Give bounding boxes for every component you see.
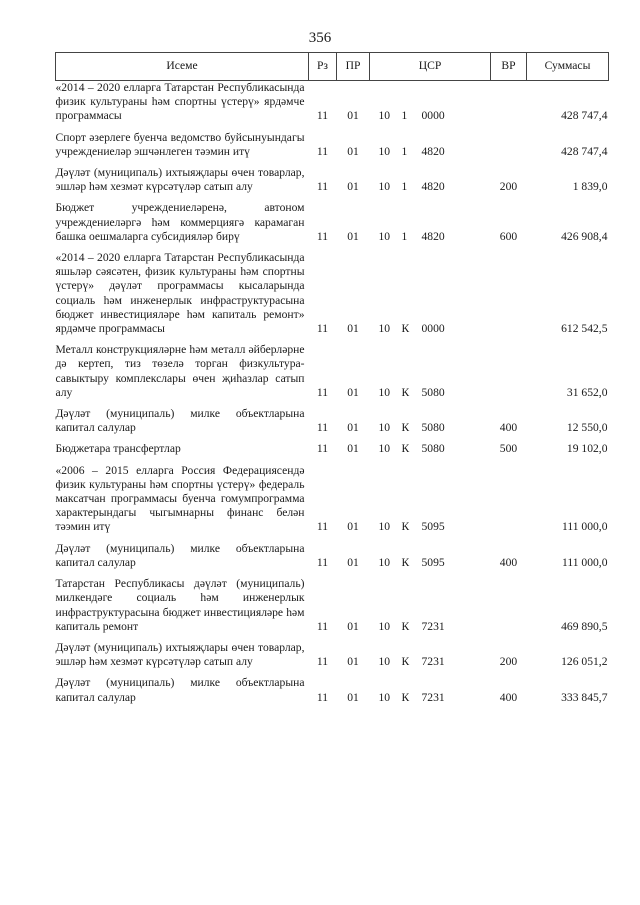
csr-subprogram: 1	[401, 180, 408, 194]
row-vr: 600	[499, 229, 518, 243]
csr-code: 5080	[421, 442, 445, 456]
row-pr: 01	[347, 322, 359, 336]
row-csr	[370, 676, 491, 711]
row-name: «2014 – 2020 елларга Татарстан Республикасында физик культураны һәм спортны үстерү» ярдәмче программасы	[55, 81, 305, 123]
row-sum: 428 747,4	[561, 144, 608, 158]
table-row	[56, 641, 609, 676]
header-name: Исеме	[56, 53, 309, 81]
csr-program: 10	[378, 229, 391, 243]
row-sum: 19 102,0	[566, 442, 608, 456]
row-sum: 12 550,0	[566, 421, 608, 435]
csr-program: 10	[378, 520, 391, 534]
row-csr	[370, 641, 491, 676]
table-row	[56, 464, 609, 542]
row-vr: 200	[499, 655, 518, 669]
row-rz: 11	[316, 690, 329, 704]
row-rz: 11	[316, 109, 329, 123]
row-vr	[491, 81, 527, 131]
csr-code: 0000	[421, 322, 445, 336]
row-rz: 11	[316, 619, 329, 633]
row-sum: 469 890,5	[561, 619, 608, 633]
row-pr: 01	[347, 619, 359, 633]
row-vr: 400	[499, 421, 518, 435]
csr-subprogram: К	[401, 655, 410, 669]
row-sum: 426 908,4	[561, 229, 608, 243]
csr-program: 10	[378, 421, 391, 435]
row-name: Дәүләт (муниципаль) милке объектларына капитал салулар	[55, 407, 305, 435]
header-csr: ЦСР	[370, 53, 491, 81]
row-name: Бюджет учреждениеләренә, автоном учреждениеләргә һәм коммерциягә карамаган башка оешмаларга субсидияләр бирү	[55, 201, 305, 243]
csr-subprogram: К	[401, 520, 410, 534]
row-name: Бюджетара трансфертлар	[55, 442, 181, 456]
csr-code: 7231	[421, 619, 445, 633]
csr-subprogram: К	[401, 385, 410, 399]
csr-code: 5080	[421, 385, 445, 399]
csr-code: 5080	[421, 421, 445, 435]
row-rz: 11	[316, 322, 329, 336]
row-rz: 11	[316, 520, 329, 534]
csr-code: 5095	[421, 520, 445, 534]
row-vr: 200	[499, 180, 518, 194]
table-row	[56, 676, 609, 711]
csr-subprogram: 1	[401, 109, 408, 123]
row-sum: 428 747,4	[561, 109, 608, 123]
row-rz: 11	[316, 655, 329, 669]
row-rz: 11	[316, 442, 329, 456]
row-pr: 01	[347, 555, 359, 569]
header-sum: Суммасы	[527, 53, 609, 81]
csr-code: 0000	[421, 109, 445, 123]
row-rz: 11	[316, 421, 329, 435]
row-rz: 11	[316, 144, 329, 158]
row-sum: 333 845,7	[561, 690, 608, 704]
row-rz: 11	[316, 229, 329, 243]
table-row	[56, 577, 609, 641]
row-vr: 500	[499, 442, 518, 456]
table-row	[56, 131, 609, 166]
row-csr	[370, 201, 491, 251]
row-rz: 11	[316, 555, 329, 569]
row-vr: 400	[499, 555, 518, 569]
row-csr	[370, 542, 491, 577]
row-sum: 612 542,5	[561, 322, 608, 336]
row-vr	[491, 251, 527, 343]
csr-program: 10	[378, 144, 391, 158]
row-sum: 111 000,0	[561, 555, 608, 569]
row-pr: 01	[347, 655, 359, 669]
csr-code: 5095	[421, 555, 445, 569]
row-csr	[370, 464, 491, 542]
row-csr	[370, 81, 491, 131]
table-row	[56, 201, 609, 251]
row-pr: 01	[347, 442, 359, 456]
row-name: Дәүләт (муниципаль) ихтыяҗлары өчен товарлар, эшләр һәм хезмәт күрсәтүләр сатып алу	[55, 640, 305, 669]
row-csr	[370, 407, 491, 442]
header-vr: ВР	[491, 53, 527, 81]
row-rz: 11	[316, 180, 329, 194]
row-sum: 31 652,0	[566, 385, 608, 399]
csr-program: 10	[378, 322, 391, 336]
csr-subprogram: 1	[401, 144, 408, 158]
csr-program: 10	[378, 109, 391, 123]
table-row	[56, 81, 609, 131]
row-name: Дәүләт (муниципаль) милке объектларына капитал салулар	[55, 541, 305, 569]
row-name: Спорт әзерлеге буенча ведомство буйсынуындагы учреждениеләр эшчәнлеген тәэмин итү	[55, 130, 305, 158]
csr-subprogram: К	[401, 322, 410, 336]
row-vr	[491, 343, 527, 407]
csr-subprogram: К	[401, 619, 410, 633]
row-pr: 01	[347, 144, 359, 158]
table-row	[56, 251, 609, 343]
row-name: Дәүләт (муниципаль) ихтыяҗлары өчен товарлар, эшләр һәм хезмәт күрсәтүләр сатып алу	[55, 166, 305, 194]
table-header-row	[56, 53, 609, 81]
row-name: «2014 – 2020 елларга Татарстан Республикасында яшьләр сәясәтен, физик культураны һәм спортны үстерү» дәүләт программасы кысаларында социаль һәм инженерлык инфраструктурасына бюджет инвестицияләре һәм капиталь ремонт» ярдәмче программасы	[55, 251, 305, 336]
row-sum: 126 051,2	[561, 655, 608, 669]
csr-code: 4820	[421, 180, 445, 194]
csr-subprogram: К	[401, 421, 410, 435]
row-sum: 111 000,0	[561, 520, 608, 534]
row-csr	[370, 166, 491, 201]
table-row	[56, 542, 609, 577]
row-pr: 01	[347, 109, 359, 123]
budget-table	[55, 52, 609, 712]
row-vr	[491, 464, 527, 542]
csr-code: 4820	[421, 144, 445, 158]
row-pr: 01	[347, 229, 359, 243]
row-name: Металл конструкцияләрне һәм металл әйберләрне дә кертеп, тиз төзелә торган физкультура-савыктыру комплекслары өчен җиһазлар сатып алу	[55, 343, 305, 399]
csr-subprogram: 1	[401, 229, 408, 243]
csr-code: 4820	[421, 229, 445, 243]
row-vr	[491, 131, 527, 166]
csr-program: 10	[378, 555, 391, 569]
row-csr	[370, 131, 491, 166]
csr-program: 10	[378, 619, 391, 633]
row-pr: 01	[347, 385, 359, 399]
csr-program: 10	[378, 442, 391, 456]
row-sum: 1 839,0	[572, 180, 608, 194]
csr-code: 7231	[421, 655, 445, 669]
header-pr: ПР	[337, 53, 370, 81]
csr-code: 7231	[421, 690, 445, 704]
row-vr: 400	[499, 690, 518, 704]
row-csr	[370, 251, 491, 343]
table-row	[56, 166, 609, 201]
row-name: Татарстан Республикасы дәүләт (муниципаль) милкендәге социаль һәм инженерлык инфраструктурасына бюджет инвестицияләре һәм капиталь ремонт	[55, 577, 305, 633]
csr-subprogram: К	[401, 555, 410, 569]
page-number: 356	[308, 30, 332, 46]
csr-subprogram: К	[401, 442, 410, 456]
csr-program: 10	[378, 655, 391, 669]
csr-subprogram: К	[401, 690, 410, 704]
row-pr: 01	[347, 690, 359, 704]
row-name: «2006 – 2015 елларга Россия Федерациясендә физик культураны һәм спортны үстерү» федераль максатчан программасы буенча гомумпрограмма характерындагы чыгымнарны финанс белән тәэмин итү	[55, 463, 305, 534]
table-row	[56, 442, 609, 463]
row-csr	[370, 442, 491, 463]
table-row	[56, 343, 609, 407]
row-vr	[491, 577, 527, 641]
row-rz: 11	[316, 385, 329, 399]
row-pr: 01	[347, 180, 359, 194]
row-csr	[370, 343, 491, 407]
csr-program: 10	[378, 385, 391, 399]
csr-program: 10	[378, 690, 391, 704]
table-row	[56, 407, 609, 442]
header-rz: Рз	[309, 53, 337, 81]
row-pr: 01	[347, 520, 359, 534]
csr-program: 10	[378, 180, 391, 194]
row-name: Дәүләт (муниципаль) милке объектларына капитал салулар	[55, 676, 305, 704]
row-csr	[370, 577, 491, 641]
row-pr: 01	[347, 421, 359, 435]
